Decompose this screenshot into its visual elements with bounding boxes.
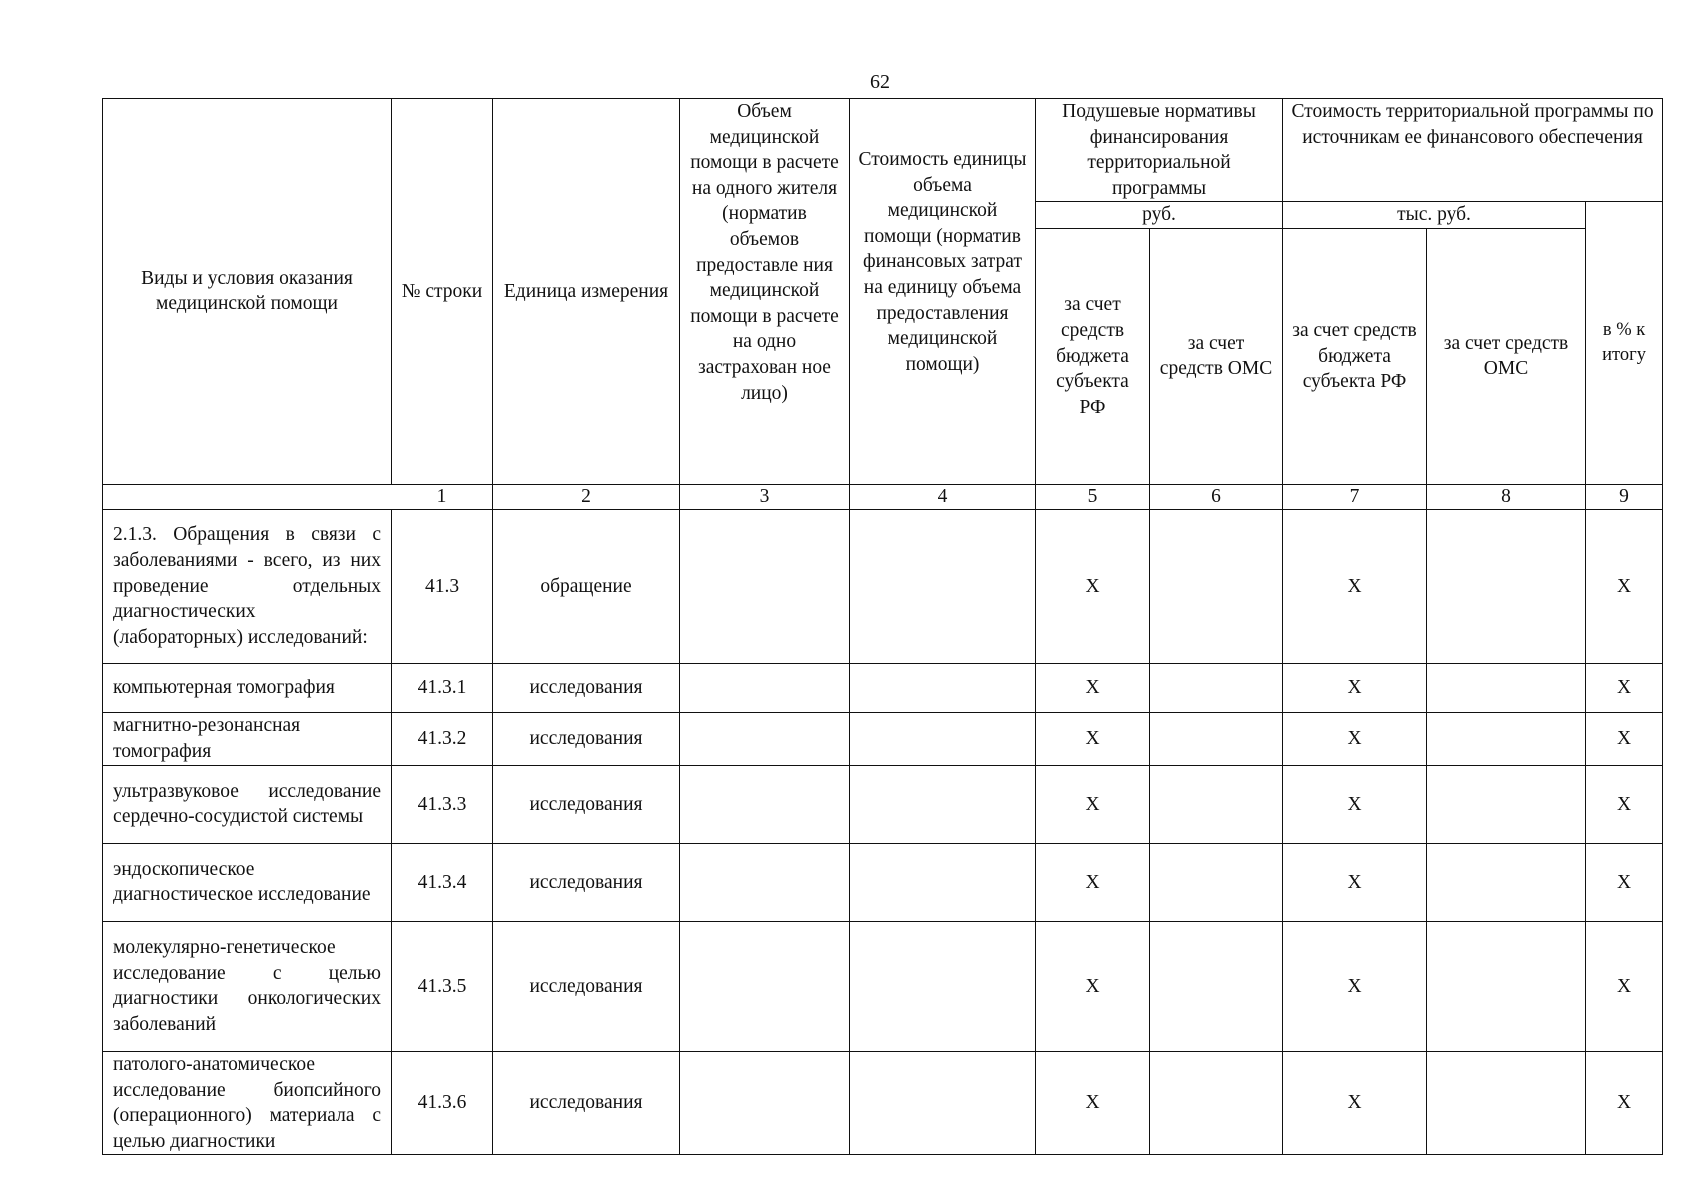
column-number: 4 — [850, 484, 1036, 509]
cell-unit-cost — [850, 1051, 1036, 1154]
cell-percent: X — [1586, 1051, 1663, 1154]
row-unit: исследования — [493, 765, 680, 843]
header-volume-per-resident: Объем медицинской помощи в расчете на одного жителя (норматив объемов предоставле ния медицинской помощи в расчете на одно застрахован ное лицо) — [680, 99, 850, 485]
cell-volume — [680, 509, 850, 663]
header-unit-cost: Стоимость единицы объема медицинской помощи (норматив финансовых затрат на единицу объема предоставления медицинской помощи) — [850, 99, 1036, 485]
row-name: магнитно-резонансная томография — [103, 712, 392, 765]
cell-budget-cost: X — [1283, 1051, 1427, 1154]
column-number: 8 — [1427, 484, 1586, 509]
column-number: 2 — [493, 484, 680, 509]
row-name: компьютерная томография — [103, 663, 392, 712]
cell-unit-cost — [850, 663, 1036, 712]
header-unit-thousand-rub: тыс. руб. — [1283, 202, 1586, 229]
header-types-of-care: Виды и условия оказания медицинской помощи — [103, 99, 392, 485]
table-row — [103, 1051, 1663, 1154]
header-unit-rub: руб. — [1036, 202, 1283, 229]
cell-unit-cost — [850, 843, 1036, 921]
row-number: 41.3.4 — [392, 843, 493, 921]
cell-percent: X — [1586, 663, 1663, 712]
table-row — [103, 843, 1663, 921]
cell-oms-cost — [1427, 1051, 1586, 1154]
cell-oms-cost — [1427, 712, 1586, 765]
cell-unit-cost — [850, 509, 1036, 663]
cell-percent: X — [1586, 712, 1663, 765]
cell-oms-cost — [1427, 921, 1586, 1051]
header-per-capita-standards: Подушевые нормативы финансирования территориальной программы — [1036, 99, 1283, 202]
cell-oms-per-capita — [1150, 843, 1283, 921]
page-number: 62 — [870, 71, 890, 93]
row-name: эндоскопическое диагностическое исследование — [103, 843, 392, 921]
row-number: 41.3.3 — [392, 765, 493, 843]
row-number: 41.3.1 — [392, 663, 493, 712]
table-row — [103, 921, 1663, 1051]
cell-oms-per-capita — [1150, 509, 1283, 663]
table-row — [103, 509, 1663, 663]
cell-oms-per-capita — [1150, 712, 1283, 765]
header-percent-of-total: в % к итогу — [1586, 202, 1663, 485]
cell-unit-cost — [850, 712, 1036, 765]
cell-budget-cost: X — [1283, 921, 1427, 1051]
cell-percent: X — [1586, 921, 1663, 1051]
row-unit: исследования — [493, 921, 680, 1051]
row-unit: исследования — [493, 1051, 680, 1154]
cell-volume — [680, 1051, 850, 1154]
cell-oms-per-capita — [1150, 663, 1283, 712]
cell-volume — [680, 921, 850, 1051]
column-numbers-row — [103, 484, 1663, 509]
column-number: 9 — [1586, 484, 1663, 509]
row-unit: исследования — [493, 843, 680, 921]
cell-unit-cost — [850, 765, 1036, 843]
cell-oms-cost — [1427, 509, 1586, 663]
cell-oms-per-capita — [1150, 1051, 1283, 1154]
column-number: 3 — [680, 484, 850, 509]
column-number: 6 — [1150, 484, 1283, 509]
header-unit: Единица измерения — [493, 99, 680, 485]
cell-budget-per-capita: X — [1036, 509, 1150, 663]
header-budget-rf-cost: за счет средств бюджета субъекта РФ — [1283, 228, 1427, 484]
cell-budget-per-capita: X — [1036, 1051, 1150, 1154]
row-unit: обращение — [493, 509, 680, 663]
cell-oms-cost — [1427, 663, 1586, 712]
cell-volume — [680, 712, 850, 765]
cell-budget-per-capita: X — [1036, 663, 1150, 712]
header-budget-rf-per-capita: за счет средств бюджета субъекта РФ — [1036, 228, 1150, 484]
header-oms-per-capita: за счет средств ОМС — [1150, 228, 1283, 484]
row-name: 2.1.3. Обращения в связи с заболеваниями - всего, из них проведение отдельных диагностических (лабораторных) исследований: — [103, 509, 392, 663]
cell-percent: X — [1586, 509, 1663, 663]
cell-budget-per-capita: X — [1036, 765, 1150, 843]
cell-percent: X — [1586, 765, 1663, 843]
cell-oms-per-capita — [1150, 921, 1283, 1051]
cell-budget-per-capita: X — [1036, 843, 1150, 921]
cell-budget-cost: X — [1283, 843, 1427, 921]
row-number: 41.3 — [392, 509, 493, 663]
row-number: 41.3.2 — [392, 712, 493, 765]
cell-budget-cost: X — [1283, 663, 1427, 712]
cell-volume — [680, 765, 850, 843]
cell-unit-cost — [850, 921, 1036, 1051]
cell-budget-per-capita: X — [1036, 921, 1150, 1051]
row-number: 41.3.5 — [392, 921, 493, 1051]
cell-budget-per-capita: X — [1036, 712, 1150, 765]
cell-percent: X — [1586, 843, 1663, 921]
cell-budget-cost: X — [1283, 712, 1427, 765]
row-name: молекулярно-генетическое исследование с целью диагностики онкологических заболеваний — [103, 921, 392, 1051]
header-row-number: № строки — [392, 99, 493, 485]
row-number: 41.3.6 — [392, 1051, 493, 1154]
row-unit: исследования — [493, 712, 680, 765]
table-row — [103, 712, 1663, 765]
header-program-cost-by-source: Стоимость территориальной программы по источникам ее финансового обеспечения — [1283, 99, 1663, 202]
table-row — [103, 663, 1663, 712]
column-number: 5 — [1036, 484, 1150, 509]
cell-volume — [680, 663, 850, 712]
cell-volume — [680, 843, 850, 921]
row-name: ультразвуковое исследование сердечно-сосудистой системы — [103, 765, 392, 843]
cell-oms-per-capita — [1150, 765, 1283, 843]
cell-oms-cost — [1427, 843, 1586, 921]
header-oms-cost: за счет средств ОМС — [1427, 228, 1586, 484]
row-name: патолого-анатомическое исследование биопсийного (операционного) материала с целью диагностики — [103, 1051, 392, 1154]
column-number: 1 — [436, 485, 447, 507]
cell-oms-cost — [1427, 765, 1586, 843]
column-number: 7 — [1283, 484, 1427, 509]
cell-budget-cost: X — [1283, 509, 1427, 663]
row-unit: исследования — [493, 663, 680, 712]
table-row — [103, 765, 1663, 843]
cell-budget-cost: X — [1283, 765, 1427, 843]
financing-table — [102, 98, 1663, 1155]
